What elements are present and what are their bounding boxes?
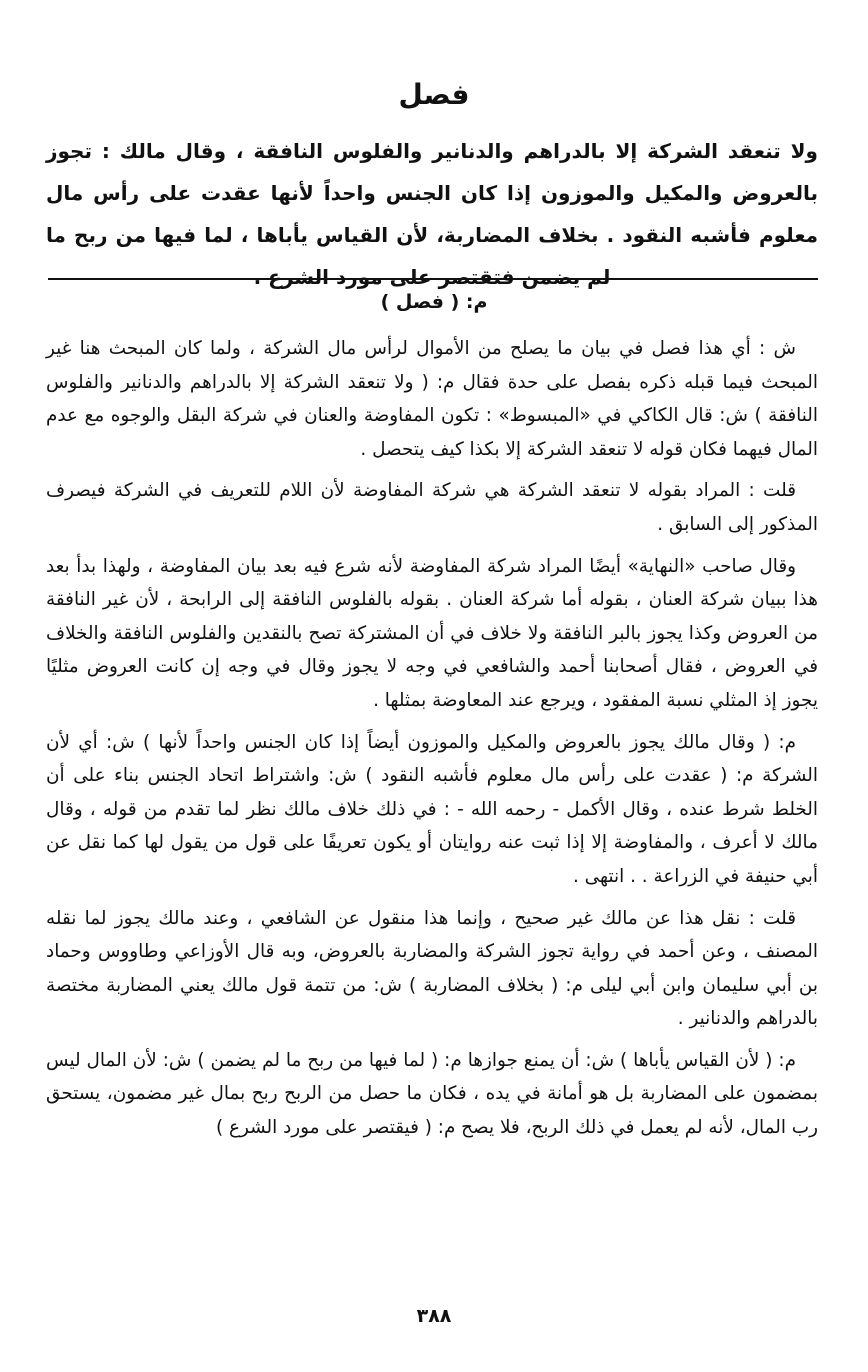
commentary-paragraph: م: ( وقال مالك يجوز بالعروض والمكيل والموزون أيضاً إذا كان الجنس واحداً لأنها ) ش: أي لأن الشركة م: ( عقدت على رأس مال معلوم فأشبه النقود ) ش: واشتراط اتحاد الجنس بناء على أن الخلط شرط عنده ، وقال الأكمل - رحمه الله - : في ذلك خلاف مالك نظر لما تقدم من قوله ، وقال مالك لا أعرف ، والمفاوضة إلا إذا ثبت عنه روايتان أو يكون تعريفًا على قول من يقول لها كما نقل عن أبي حنيفة في الزراعة . . انتهى .	[46, 731, 818, 887]
commentary-paragraph: وقال صاحب «النهاية» أيضًا المراد شركة المفاوضة لأنه شرع فيه بعد بيان المفاوضة ، ولهذا بدأ بعد هذا ببيان شركة العنان ، بقوله أما شركة العنان . بقوله بالفلوس النافقة إلى الرابحة ، لأن غير النافقة من العروض وكذا يجوز بالبر النافقة ولا خلاف في أن المشتركة تصح بالنقدين والفلوس النافقة والخلاف في العروض ، فقال أصحابنا أحمد والشافعي في وجه لا يجوز وقال في وجه إن كانت العروض مثليًا يجوز إذ المثلي نسبة المفقود ، ويرجع عند المعاوضة بمثلها .	[46, 555, 818, 711]
commentary-paragraph: قلت : نقل هذا عن مالك غير صحيح ، وإنما هذا منقول عن الشافعي ، وعند مالك يجوز لما نقله المصنف ، وعن أحمد في رواية تجوز الشركة والمضاربة بالعروض، وبه قال الأوزاعي وطاووس وحماد بن أبي سليمان وابن أبي ليلى م: ( بخلاف المضاربة ) ش: من تتمة قول مالك يعني المضاربة مختصة بالدراهم والدنانير .	[46, 907, 818, 1030]
commentary-heading: م: ( فصل )	[380, 291, 488, 313]
chapter-title: فصل	[398, 78, 470, 111]
commentary-body	[46, 332, 818, 1153]
commentary-paragraph: قلت : المراد بقوله لا تنعقد الشركة هي شركة المفاوضة لأن اللام للتعريف في الشركة فيصرف المذكور إلى السابق .	[46, 480, 818, 535]
page-number: ٣٨٨	[416, 1305, 452, 1327]
commentary-paragraph: م: ( لأن القياس يأباها ) ش: أن يمنع جوازها م: ( لما فيها من ربح ما لم يضمن ) ش: لأن المال ليس بمضمون على المضاربة بل هو أمانة في يده ، فكان ما حصل من الربح ربح بمال غير مضمون، يستحق رب المال، لأنه لم يعمل في ذلك الربح، فلا يصح م: ( فيقتصر على مورد الشرع )	[46, 1049, 818, 1139]
matn-text: ولا تنعقد الشركة إلا بالدراهم والدنانير والفلوس النافقة ، وقال مالك : تجوز بالعروض والمكيل والموزون إذا كان الجنس واحداً لأنها عقدت على رأس مال معلوم فأشبه النقود . بخلاف المضاربة، لأن القياس يأباها ، لما فيها من ربح ما لم يضمن فتقتصر على مورد الشرع .	[46, 139, 818, 289]
commentary-paragraph: ش : أي هذا فصل في بيان ما يصلح من الأموال لرأس مال الشركة ، ولما كان المبحث هنا غير المبحث فيما قبله ذكره بفصل على حدة فقال م: ( ولا تنعقد الشركة إلا بالدراهم والدنانير والفلوس النافقة ) ش: قال الكاكي في «المبسوط» : تكون المفاوضة والعنان في شركة البقل والوجوه مع عدم المال فيهما فكان قوله لا تنعقد الشركة إلا بكذا كيف يتحصل .	[46, 338, 818, 460]
section-divider	[48, 278, 818, 280]
